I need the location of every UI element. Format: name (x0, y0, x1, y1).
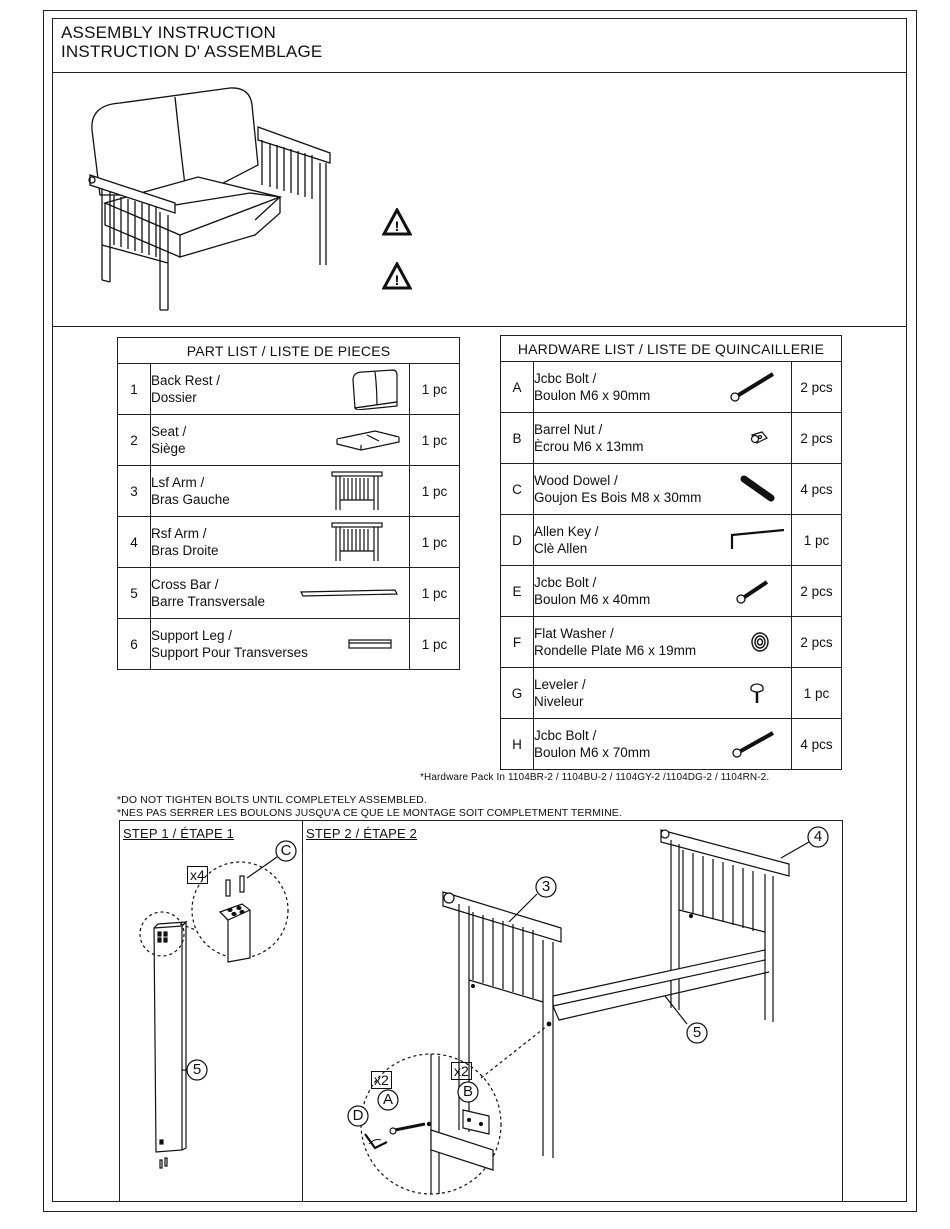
table-row (501, 515, 842, 566)
hardware-letter: G (501, 668, 534, 719)
illustration-divider (52, 326, 907, 327)
washer-icon (749, 631, 771, 653)
hardware-description: Jcbc Bolt / Boulon M6 x 70mm (534, 719, 792, 770)
table-row (118, 466, 460, 517)
step2-multiplier-b: x2 (451, 1062, 472, 1080)
table-row (118, 517, 460, 568)
long-bolt-icon (727, 370, 777, 404)
part-list-title: PART LIST / LISTE DE PIECES (118, 338, 460, 364)
hardware-qty: 4 pcs (792, 464, 842, 515)
part-5-label: 5 (192, 1061, 202, 1078)
step2-diagram (303, 820, 843, 1202)
wood-dowel-icon (739, 474, 777, 504)
table-row (501, 464, 842, 515)
seat-icon (335, 429, 401, 451)
hardware-letter: F (501, 617, 534, 668)
hardware-letter: C (501, 464, 534, 515)
allen-key-icon (729, 527, 787, 553)
part-5-label: 5 (692, 1024, 702, 1041)
part-3-label: 3 (541, 878, 551, 895)
part-number: 4 (118, 517, 151, 568)
back-rest-icon (349, 368, 401, 410)
barrel-nut-icon (749, 430, 769, 446)
hardware-qty: 2 pcs (792, 566, 842, 617)
hardware-letter: H (501, 719, 534, 770)
part-description: Lsf Arm / Bras Gauche (151, 466, 410, 517)
hardware-letter: B (501, 413, 534, 464)
page-title (61, 23, 322, 61)
part-qty: 1 pc (410, 619, 460, 670)
part-qty: 1 pc (410, 415, 460, 466)
part-qty: 1 pc (410, 364, 460, 415)
part-description: Rsf Arm / Bras Droite (151, 517, 410, 568)
hardware-qty: 2 pcs (792, 617, 842, 668)
table-row (118, 364, 460, 415)
part-number: 1 (118, 364, 151, 415)
table-row (501, 413, 842, 464)
hardware-description: Flat Washer / Rondelle Plate M6 x 19mm (534, 617, 792, 668)
short-bolt-icon (733, 577, 771, 605)
hardware-description: Wood Dowel / Goujon Es Bois M8 x 30mm (534, 464, 792, 515)
part-4-label: 4 (813, 828, 823, 845)
header-divider (52, 72, 907, 73)
hardware-list-title: HARDWARE LIST / LISTE DE QUINCAILLERIE (501, 336, 842, 362)
part-d-label: D (352, 1107, 364, 1124)
table-row (501, 362, 842, 413)
hardware-letter: D (501, 515, 534, 566)
part-b-label: B (462, 1083, 473, 1100)
leveler-icon (749, 682, 765, 704)
warning-icon (382, 208, 412, 236)
svg-text:!: ! (394, 218, 400, 234)
title-fr: INSTRUCTION D' ASSEMBLAGE (61, 42, 323, 61)
hardware-qty: 1 pc (792, 515, 842, 566)
hardware-description: Barrel Nut / Ècrou M6 x 13mm (534, 413, 792, 464)
arm-icon (331, 521, 383, 563)
table-row (501, 668, 842, 719)
step1-multiplier: x4 (187, 866, 208, 884)
part-description: Support Leg / Support Pour Transverses (151, 619, 410, 670)
part-qty: 1 pc (410, 517, 460, 568)
hardware-qty: 2 pcs (792, 413, 842, 464)
step1-label: STEP 1 / ÉTAPE 1 (123, 826, 235, 841)
hardware-description: Allen Key / Clè Allen (534, 515, 792, 566)
step2-label: STEP 2 / ÉTAPE 2 (306, 826, 418, 841)
hardware-qty: 2 pcs (792, 362, 842, 413)
table-row (501, 566, 842, 617)
hardware-qty: 4 pcs (792, 719, 842, 770)
part-number: 6 (118, 619, 151, 670)
part-a-label: A (382, 1091, 393, 1108)
hardware-list-table (500, 335, 842, 770)
medium-bolt-icon (729, 729, 777, 759)
part-number: 2 (118, 415, 151, 466)
part-number: 5 (118, 568, 151, 619)
table-row (501, 617, 842, 668)
support-leg-icon (347, 638, 393, 650)
cross-bar-icon (299, 588, 399, 598)
part-number: 3 (118, 466, 151, 517)
part-qty: 1 pc (410, 466, 460, 517)
hardware-description: Jcbc Bolt / Boulon M6 x 90mm (534, 362, 792, 413)
title-en: ASSEMBLY INSTRUCTION (61, 23, 276, 42)
table-row (118, 415, 460, 466)
hardware-description: Leveler / Niveleur (534, 668, 792, 719)
hardware-letter: A (501, 362, 534, 413)
part-description: Seat / Siège (151, 415, 410, 466)
hardware-qty: 1 pc (792, 668, 842, 719)
part-list-table (117, 337, 460, 670)
hardware-description: Jcbc Bolt / Boulon M6 x 40mm (534, 566, 792, 617)
svg-text:!: ! (394, 272, 400, 288)
warning-icon (382, 262, 412, 290)
table-row (118, 568, 460, 619)
part-description: Back Rest / Dossier (151, 364, 410, 415)
part-c-label: C (280, 842, 292, 859)
hardware-letter: E (501, 566, 534, 617)
hardware-footnote: *Hardware Pack In 1104BR-2 / 1104BU-2 / 1104GY-2 /1104DG-2 / 1104RN-2. (420, 772, 770, 783)
note-fr: *NES PAS SERRER LES BOULONS JUSQU'A CE QUE LE MONTAGE SOIT COMPLETMENT TERMINE. (117, 807, 622, 819)
arm-icon (331, 470, 383, 512)
part-description: Cross Bar / Barre Transversale (151, 568, 410, 619)
table-row (118, 619, 460, 670)
note-en: *DO NOT TIGHTEN BOLTS UNTIL COMPLETELY ASSEMBLED. (117, 794, 427, 806)
table-row (501, 719, 842, 770)
step2-multiplier-a: x2 (371, 1071, 392, 1089)
step1-diagram (120, 838, 302, 1178)
part-qty: 1 pc (410, 568, 460, 619)
sofa-illustration (80, 85, 340, 315)
